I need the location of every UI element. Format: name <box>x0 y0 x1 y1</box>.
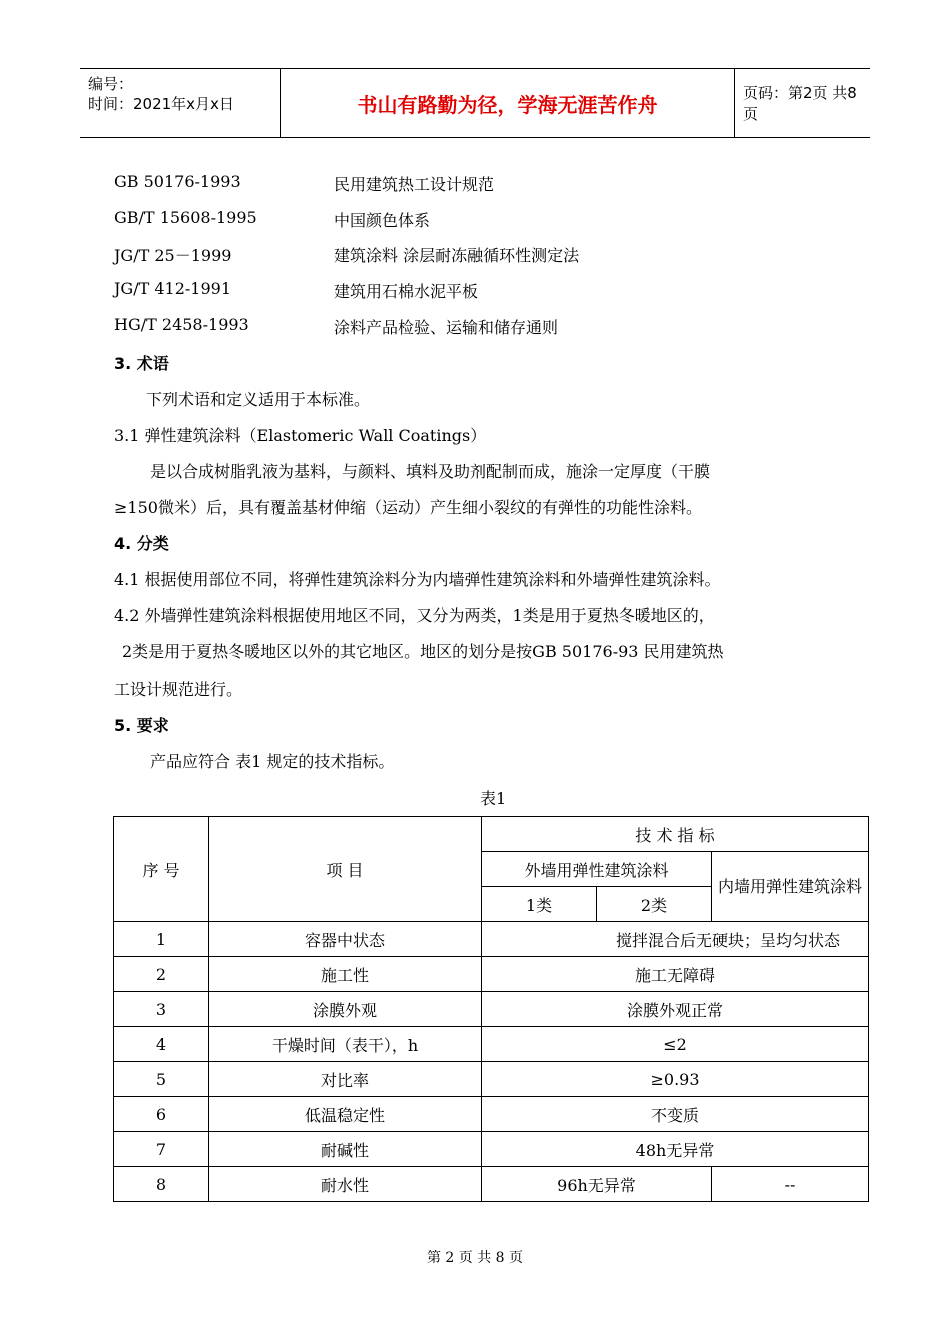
row-no: 8 <box>114 1167 209 1202</box>
section-4-2: 4.2 外墙弹性建筑涂料根据使用地区不同，又分为两类，1类是用于夏热冬暖地区的， <box>114 606 715 625</box>
header-tech: 技 术 指 标 <box>482 817 869 852</box>
section-4-2: 工设计规范进行。 <box>114 680 243 699</box>
standard-name: 建筑涂料 涂层耐冻融循环性测定法 <box>334 246 580 265</box>
row-value: 涂膜外观正常 <box>482 992 869 1027</box>
row-item: 施工性 <box>209 957 482 992</box>
row-no: 5 <box>114 1062 209 1097</box>
row-item: 耐碱性 <box>209 1132 482 1167</box>
header-class-1: 1类 <box>482 887 597 922</box>
section-3-1-body: ≥150微米）后，具有覆盖基材伸缩（运动）产生细小裂纹的有弹性的功能性涂料。 <box>114 498 702 517</box>
row-item: 涂膜外观 <box>209 992 482 1027</box>
table-row <box>114 1167 869 1202</box>
standard-code: JG/T 25－1999 <box>114 246 232 265</box>
row-item: 低温稳定性 <box>209 1097 482 1132</box>
row-item: 耐水性 <box>209 1167 482 1202</box>
standard-name: 建筑用石棉水泥平板 <box>334 282 479 301</box>
row-item: 对比率 <box>209 1062 482 1097</box>
row-item: 容器中状态 <box>209 922 482 957</box>
row-item: 干燥时间（表干），h <box>209 1027 482 1062</box>
row-value: ≥0.93 <box>482 1062 869 1097</box>
row-no: 4 <box>114 1027 209 1062</box>
row-no: 2 <box>114 957 209 992</box>
row-no: 6 <box>114 1097 209 1132</box>
section-5-body: 产品应符合 表1 规定的技术指标。 <box>150 752 395 771</box>
standard-name: 涂料产品检验、运输和储存通则 <box>334 318 559 337</box>
section-4-2: 2类是用于夏热冬暖地区以外的其它地区。地区的划分是按GB 50176-93 民用建筑热 <box>122 642 724 661</box>
standard-code: GB/T 15608-1995 <box>114 208 257 227</box>
section-3-1-title: 3.1 弹性建筑涂料（Elastomeric Wall Coatings） <box>114 426 487 445</box>
time-label: 时间：2021年x月x日 <box>88 95 234 113</box>
page-header <box>80 68 870 138</box>
standard-name: 民用建筑热工设计规范 <box>334 175 495 194</box>
section-4-title: 4. 分类 <box>114 534 169 553</box>
header-motto: 书山有路勤为径，学海无涯苦作舟 <box>281 69 735 137</box>
header-seq: 序 号 <box>114 817 209 922</box>
header-exterior: 外墙用弹性建筑涂料 <box>482 852 712 887</box>
section-3-intro: 下列术语和定义适用于本标准。 <box>146 390 371 409</box>
table-row <box>114 992 869 1027</box>
number-label: 编号： <box>88 75 134 93</box>
table-row <box>114 1097 869 1132</box>
row-value: 96h无异常 <box>482 1167 712 1202</box>
header-class-2: 2类 <box>597 887 712 922</box>
table-row <box>114 922 869 957</box>
table-row <box>114 1062 869 1097</box>
row-value: 施工无障碍 <box>482 957 869 992</box>
standard-name: 中国颜色体系 <box>334 211 431 230</box>
row-no: 3 <box>114 992 209 1027</box>
table-row <box>114 957 869 992</box>
header-item: 项 目 <box>209 817 482 922</box>
table-row <box>114 1132 869 1167</box>
header-meta <box>80 69 281 137</box>
row-value: 48h无异常 <box>482 1132 869 1167</box>
row-no: 1 <box>114 922 209 957</box>
spec-table <box>113 816 869 1202</box>
section-3-1-body: 是以合成树脂乳液为基料，与颜料、填料及助剂配制而成，施涂一定厚度（干膜 <box>150 462 711 481</box>
standard-code: HG/T 2458-1993 <box>114 315 249 334</box>
row-value: ≤2 <box>482 1027 869 1062</box>
standard-code: GB 50176-1993 <box>114 172 241 191</box>
section-4-1: 4.1 根据使用部位不同，将弹性建筑涂料分为内墙弹性建筑涂料和外墙弹性建筑涂料。 <box>114 570 721 589</box>
table-caption: 表1 <box>480 789 507 808</box>
row-no: 7 <box>114 1132 209 1167</box>
section-3-title: 3. 术语 <box>114 354 169 373</box>
header-interior: 内墙用弹性建筑涂料 <box>712 852 869 922</box>
section-5-title: 5. 要求 <box>114 716 169 735</box>
row-value: 不变质 <box>482 1097 869 1132</box>
standard-code: JG/T 412-1991 <box>114 279 232 298</box>
row-value: 搅拌混合后无硬块；呈均匀状态 <box>482 922 869 957</box>
page-footer: 第 2 页 共 8 页 <box>426 1250 524 1266</box>
row-value-interior: -- <box>712 1167 869 1202</box>
table-row <box>114 1027 869 1062</box>
header-page-info: 页码：第2页 共8页 <box>743 84 857 123</box>
